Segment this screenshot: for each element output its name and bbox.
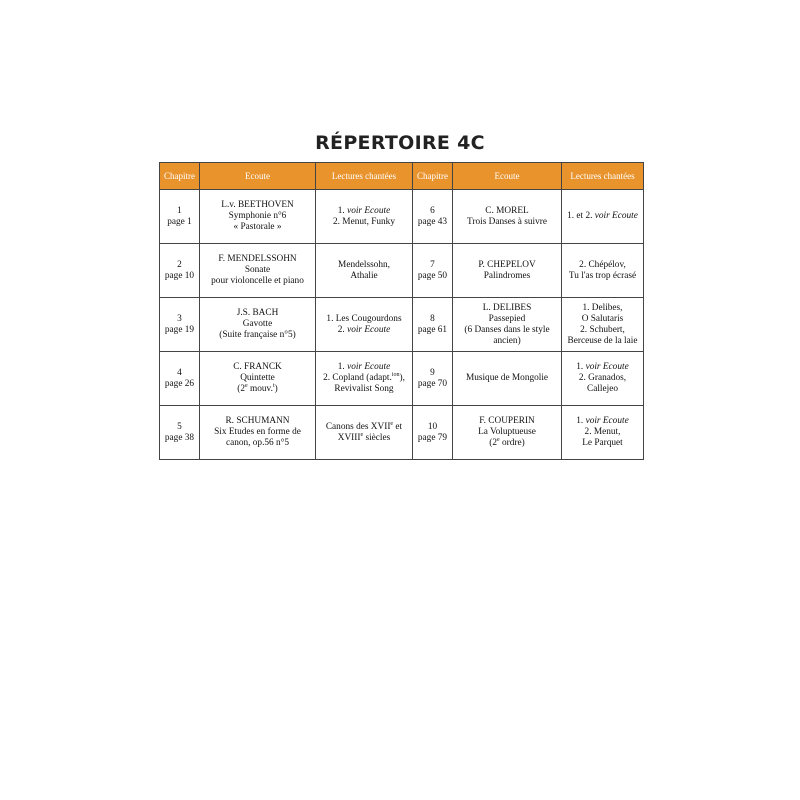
cell-line: Sonate <box>244 265 271 275</box>
text-part: (2 <box>237 384 246 394</box>
lectures-cell <box>316 406 413 460</box>
header-chapitre: Chapitre <box>160 163 200 190</box>
text-part: (2 <box>489 438 498 448</box>
table-row <box>160 190 644 244</box>
cell-line <box>318 373 410 384</box>
text-part: 2. Copland (adapt. <box>323 373 392 383</box>
cell-line <box>564 336 641 347</box>
chapter-page: page 38 <box>164 432 195 443</box>
chapter-number: 5 <box>177 421 182 432</box>
superscript-text: e <box>390 420 394 427</box>
cell-line: L. DELIBES <box>482 302 532 313</box>
superscript-text: ion <box>391 372 400 378</box>
cell-line <box>564 427 641 438</box>
cell-line <box>318 271 410 282</box>
ecoute-cell <box>453 244 562 298</box>
text-part: XVIII <box>337 432 361 443</box>
cell-line <box>564 271 641 282</box>
chapter-page: page 43 <box>417 216 448 227</box>
text-part: ordre) <box>499 438 525 448</box>
chapter-number: 8 <box>430 313 435 324</box>
text-part: mouv. <box>247 384 273 394</box>
text-part: 1. Delibes, <box>582 302 623 313</box>
cell-line: Gavotte <box>242 319 273 329</box>
lectures-cell <box>562 406 644 460</box>
cell-line: canon, op.56 n°5 <box>225 438 290 448</box>
cell-line <box>318 260 410 271</box>
ecoute-cell <box>453 352 562 406</box>
superscript-text: e <box>245 383 248 389</box>
chapter-number: 4 <box>177 367 182 378</box>
text-part: 1. Les Cougourdons <box>326 313 402 324</box>
text-part: Revivalist Song <box>334 384 394 394</box>
cell-line: (6 Danses dans le style <box>464 324 550 335</box>
cell-line <box>318 314 410 325</box>
ecoute-cell <box>200 190 316 244</box>
cell-line <box>318 217 410 228</box>
chapter-cell <box>413 352 453 406</box>
chapter-cell <box>413 244 453 298</box>
text-part: 2. Menut, Funky <box>333 216 395 227</box>
repertoire-table <box>159 162 644 460</box>
cell-line <box>564 373 641 384</box>
table-header-row <box>160 163 644 190</box>
cell-line: « Pastorale » <box>233 222 282 232</box>
chapter-page: page 61 <box>417 324 448 335</box>
ecoute-cell <box>200 352 316 406</box>
cell-line: Quintette <box>240 373 275 383</box>
header-ecoute: Ecoute <box>200 163 316 190</box>
header-lectures-chantees: Lectures chantées <box>316 163 413 190</box>
ecoute-cell <box>453 406 562 460</box>
cell-line <box>318 422 410 433</box>
cell-line <box>564 416 641 427</box>
cell-line <box>318 433 410 444</box>
cell-line: Musique de Mongolie <box>465 373 549 383</box>
cell-line <box>564 362 641 373</box>
italic-text: voir Ecoute <box>347 205 391 216</box>
cell-line: P. CHEPELOV <box>478 259 536 270</box>
chapter-number: 3 <box>177 313 182 324</box>
chapter-number: 7 <box>430 259 435 270</box>
chapter-cell <box>160 406 200 460</box>
chapter-number: 6 <box>430 205 435 216</box>
cell-line: F. MENDELSSOHN <box>218 254 297 264</box>
chapter-page: page 1 <box>167 216 192 227</box>
cell-line <box>564 314 641 325</box>
chapter-page: page 70 <box>417 378 448 389</box>
lectures-cell <box>562 244 644 298</box>
text-part: 1. <box>337 362 348 372</box>
table-row <box>160 244 644 298</box>
text-part: Athalie <box>350 270 378 281</box>
lectures-cell <box>562 352 644 406</box>
italic-text: voir Ecoute <box>347 362 391 372</box>
cell-line <box>202 384 313 395</box>
cell-line: L.v. BEETHOVEN <box>221 200 294 210</box>
italic-text: voir Ecoute <box>585 362 629 372</box>
cell-line: ancien) <box>493 335 521 346</box>
cell-line: Palindromes <box>483 270 531 281</box>
cell-line: J.S. BACH <box>236 308 279 318</box>
header-ecoute: Ecoute <box>453 163 562 190</box>
superscript-text: e <box>497 437 500 443</box>
text-part: Mendelssohn, <box>338 259 390 270</box>
superscript-text: t <box>272 383 275 389</box>
italic-text: voir Ecoute <box>594 211 638 221</box>
cell-line <box>318 206 410 217</box>
italic-text: voir Ecoute <box>585 416 629 426</box>
text-part: O Salutaris <box>581 313 624 324</box>
cell-line: (Suite française n°5) <box>219 330 296 340</box>
ecoute-cell <box>453 298 562 352</box>
text-part: Berceuse de la laie <box>567 335 638 346</box>
text-part: Canons des XVII <box>325 421 391 432</box>
page-title: RÉPERTOIRE 4C <box>315 132 485 154</box>
header-lectures-chantees: Lectures chantées <box>562 163 644 190</box>
text-part: 2. Menut, <box>584 427 621 437</box>
text-part: Callejeo <box>587 384 618 394</box>
text-part: ), <box>399 373 405 383</box>
cell-line <box>564 211 641 222</box>
ecoute-cell <box>200 406 316 460</box>
cell-line: Symphonie n°6 <box>228 211 287 221</box>
chapter-cell <box>160 244 200 298</box>
cell-line: C. MOREL <box>485 205 529 216</box>
cell-line <box>564 325 641 336</box>
ecoute-cell <box>200 298 316 352</box>
cell-line <box>564 303 641 314</box>
lectures-cell <box>562 190 644 244</box>
text-part: Le Parquet <box>582 438 623 448</box>
lectures-cell <box>316 352 413 406</box>
cell-line: Trois Danses à suivre <box>467 216 547 227</box>
text-part: 1. <box>337 205 348 216</box>
text-part: 1. et 2. <box>567 211 595 221</box>
text-part: siècles <box>363 432 391 443</box>
lectures-cell <box>562 298 644 352</box>
text-part: et <box>393 421 403 432</box>
chapter-number: 2 <box>177 259 182 270</box>
chapter-cell <box>413 298 453 352</box>
table-row <box>160 298 644 352</box>
chapter-cell <box>160 190 200 244</box>
text-part: 1. <box>576 416 586 426</box>
cell-line: F. COUPERIN <box>479 416 535 426</box>
text-part: 2. Granados, <box>578 373 627 383</box>
chapter-cell <box>413 406 453 460</box>
chapter-page: page 50 <box>417 270 448 281</box>
ecoute-cell <box>453 190 562 244</box>
text-part: 2. Chépélov, <box>579 259 626 270</box>
table-row <box>160 406 644 460</box>
cell-line: Six Etudes en forme de <box>214 427 301 437</box>
ecoute-cell <box>200 244 316 298</box>
cell-line <box>564 438 641 449</box>
cell-line <box>318 325 410 336</box>
text-part: 1. <box>576 362 586 372</box>
chapter-cell <box>160 298 200 352</box>
cell-line <box>564 384 641 395</box>
italic-text: voir Ecoute <box>347 324 391 335</box>
cell-line <box>455 438 559 449</box>
chapter-number: 9 <box>430 367 435 378</box>
superscript-text: e <box>360 431 364 438</box>
chapter-page: page 26 <box>164 378 195 389</box>
chapter-cell <box>413 190 453 244</box>
cell-line: pour violoncelle et piano <box>211 276 304 286</box>
chapter-cell <box>160 352 200 406</box>
lectures-cell <box>316 298 413 352</box>
chapter-page: page 19 <box>164 324 195 335</box>
cell-line: La Voluptueuse <box>478 427 536 437</box>
lectures-cell <box>316 244 413 298</box>
cell-line: Passepied <box>488 313 526 324</box>
cell-line: R. SCHUMANN <box>225 416 290 426</box>
text-part: Tu l'as trop écrasé <box>568 270 637 281</box>
table-row <box>160 352 644 406</box>
cell-line: C. FRANCK <box>233 362 282 372</box>
lectures-cell <box>316 190 413 244</box>
chapter-number: 1 <box>177 205 182 216</box>
cell-line <box>564 260 641 271</box>
text-part: 2. <box>337 324 348 335</box>
text-part: ) <box>274 384 278 394</box>
chapter-number: 10 <box>427 421 438 432</box>
header-chapitre: Chapitre <box>413 163 453 190</box>
chapter-page: page 79 <box>417 432 448 443</box>
cell-line <box>318 384 410 395</box>
text-part: 2. Schubert, <box>580 324 625 335</box>
chapter-page: page 10 <box>164 270 195 281</box>
